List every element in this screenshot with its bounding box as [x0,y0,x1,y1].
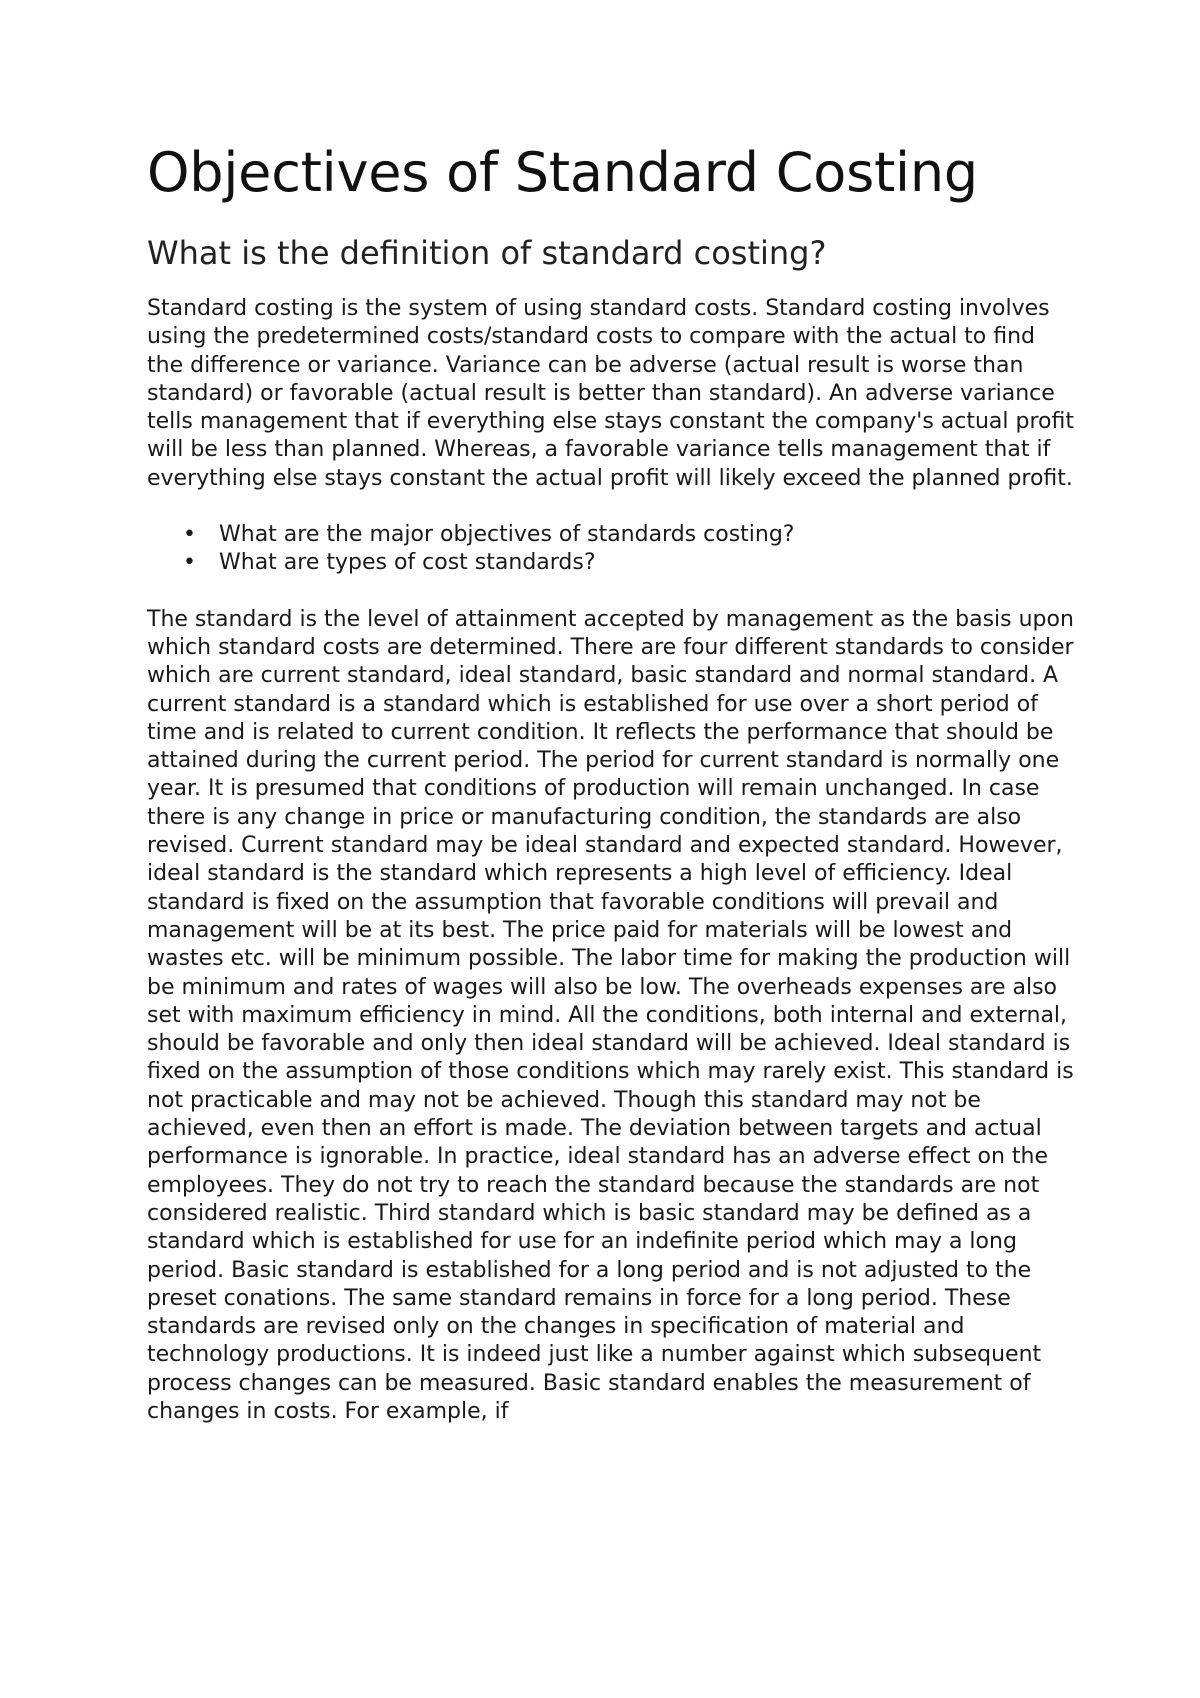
list-item-text: What are the major objectives of standards costing? [219,522,795,548]
bullet-icon: • [183,550,196,576]
list-item [183,521,1077,549]
document-page [147,140,1077,1426]
questions-list [147,521,1077,578]
standards-paragraph: The standard is the level of attainment accepted by management as the basis upon which standard costs are determined. There are four different standards to consider which are current standard, ideal standard, basic standard and normal standard. A current standard is a standard which is established for use over a short period of time and is related to current condition. It reflects the performance that should be attained during the current period. The period for current standard is normally one year. It is presumed that conditions of production will remain unchanged. In case there is any change in price or manufacturing condition, the standards are also revised. Current standard may be ideal standard and expected standard. However, ideal standard is the standard which represents a high level of efficiency. Ideal standard is fixed on the assumption that favorable conditions will prevail and management will be at its best. The price paid for materials will be lowest and wastes etc. will be minimum possible. The labor time for making the production will be minimum and rates of wages will also be low. The overheads expenses are also set with maximum efficiency in mind. All the conditions, both internal and external, should be favorable and only then ideal standard will be achieved. Ideal standard is fixed on the assumption of those conditions which may rarely exist. This standard is not practicable and may not be achieved. Though this standard may not be achieved, even then an effort is made. The deviation between targets and actual performance is ignorable. In practice, ideal standard has an adverse effect on the employees. They do not try to reach the standard because the standards are not considered realistic. Third standard which is basic standard may be defined as a standard which is established for use for an indefinite period which may a long period. Basic standard is established for a long period and is not adjusted to the preset conations. The same standard remains in force for a long period. These standards are revised only on the changes in specification of material and technology productions. It is indeed just like a number against which subsequent process changes can be measured. Basic standard enables the measurement of changes in costs. For example, if [147,606,1074,1424]
document-title: Objectives of Standard Costing [147,141,978,204]
bullet-icon: • [183,522,196,548]
list-item-text: What are types of cost standards? [219,550,596,576]
definition-paragraph: Standard costing is the system of using standard costs. Standard costing involves using the predetermined costs/standard costs to compare with the actual to find the difference or variance. Variance can be adverse (actual result is worse than standard) or favorable (actual result is better than standard). An adverse variance tells management that if everything else stays constant the company's actual profit will be less than planned. Whereas, a favorable variance tells management that if everything else stays constant the actual profit will likely exceed the planned profit. [147,296,1074,491]
list-item [183,549,1077,577]
section-heading: What is the definition of standard costing? [147,234,827,272]
